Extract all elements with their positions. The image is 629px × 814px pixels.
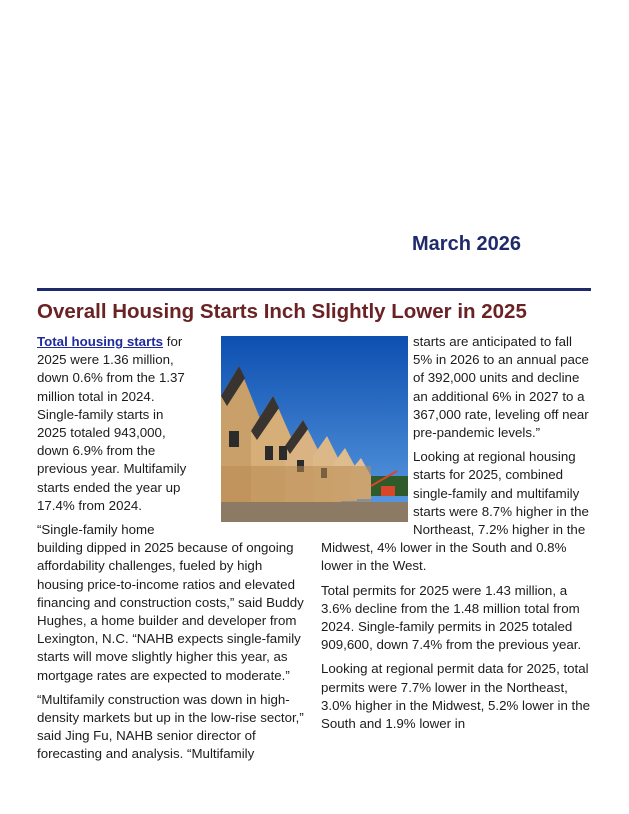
total-housing-starts-link[interactable]: Total housing starts: [37, 334, 164, 349]
paragraph-4: starts are anticipated to fall 5% in 2026 to an annual pace of 392,000 units and decline an additional 6% in 2027 to a 367,000 rate, leveling off near pre-pandemic levels.”: [413, 334, 589, 441]
article-column-right: [321, 333, 593, 739]
paragraph-7: Looking at regional permit data for 2025, total permits were 7.7% lower in the Northeast, 3.0% higher in the Midwest, 5.2% lower in the South and 1.9% lower in: [321, 661, 591, 732]
article-headline: Overall Housing Starts Inch Slightly Lower in 2025: [37, 300, 527, 323]
issue-date: March 2026: [412, 233, 521, 255]
paragraph-1-text: for 2025 were 1.36 million, down 0.6% from the 1.37 million total in 2024. Single-family starts in 2025 totaled 943,000, down 6.9% from the previous year. Multifamily starts ended the year up 17.4% from 2024.: [37, 334, 187, 513]
paragraph-6: Total permits for 2025 were 1.43 million, a 3.6% decline from the 1.48 million total from 2024. Single-family permits in 2025 totaled 909,600, down 7.4% from the previous year.: [321, 582, 582, 653]
paragraph-2: “Single-family home building dipped in 2025 because of ongoing affordability challenges, fueled by high housing price-to-income ratios and elevated financing and construction costs,” said Buddy Hughes, a home builder and developer from Lexington, N.C. “NAHB expects single-family starts will move slightly higher this year, as mortgage rates are expected to moderate.”: [37, 522, 304, 683]
paragraph-3: “Multifamily construction was down in high-density markets but up in the low-rise sector,” said Jing Fu, NAHB senior director of forecasting and analysis. “Multifamily: [37, 691, 304, 762]
paragraph-5: Looking at regional housing starts for 2025, combined single-family and multifamily starts were 8.7% higher in the Northeast, 7.2% higher in the Midwest, 4% lower in the South and 0.8% lower in the West.: [321, 449, 589, 574]
article-column-left: [37, 333, 307, 770]
header-divider: [37, 288, 591, 291]
